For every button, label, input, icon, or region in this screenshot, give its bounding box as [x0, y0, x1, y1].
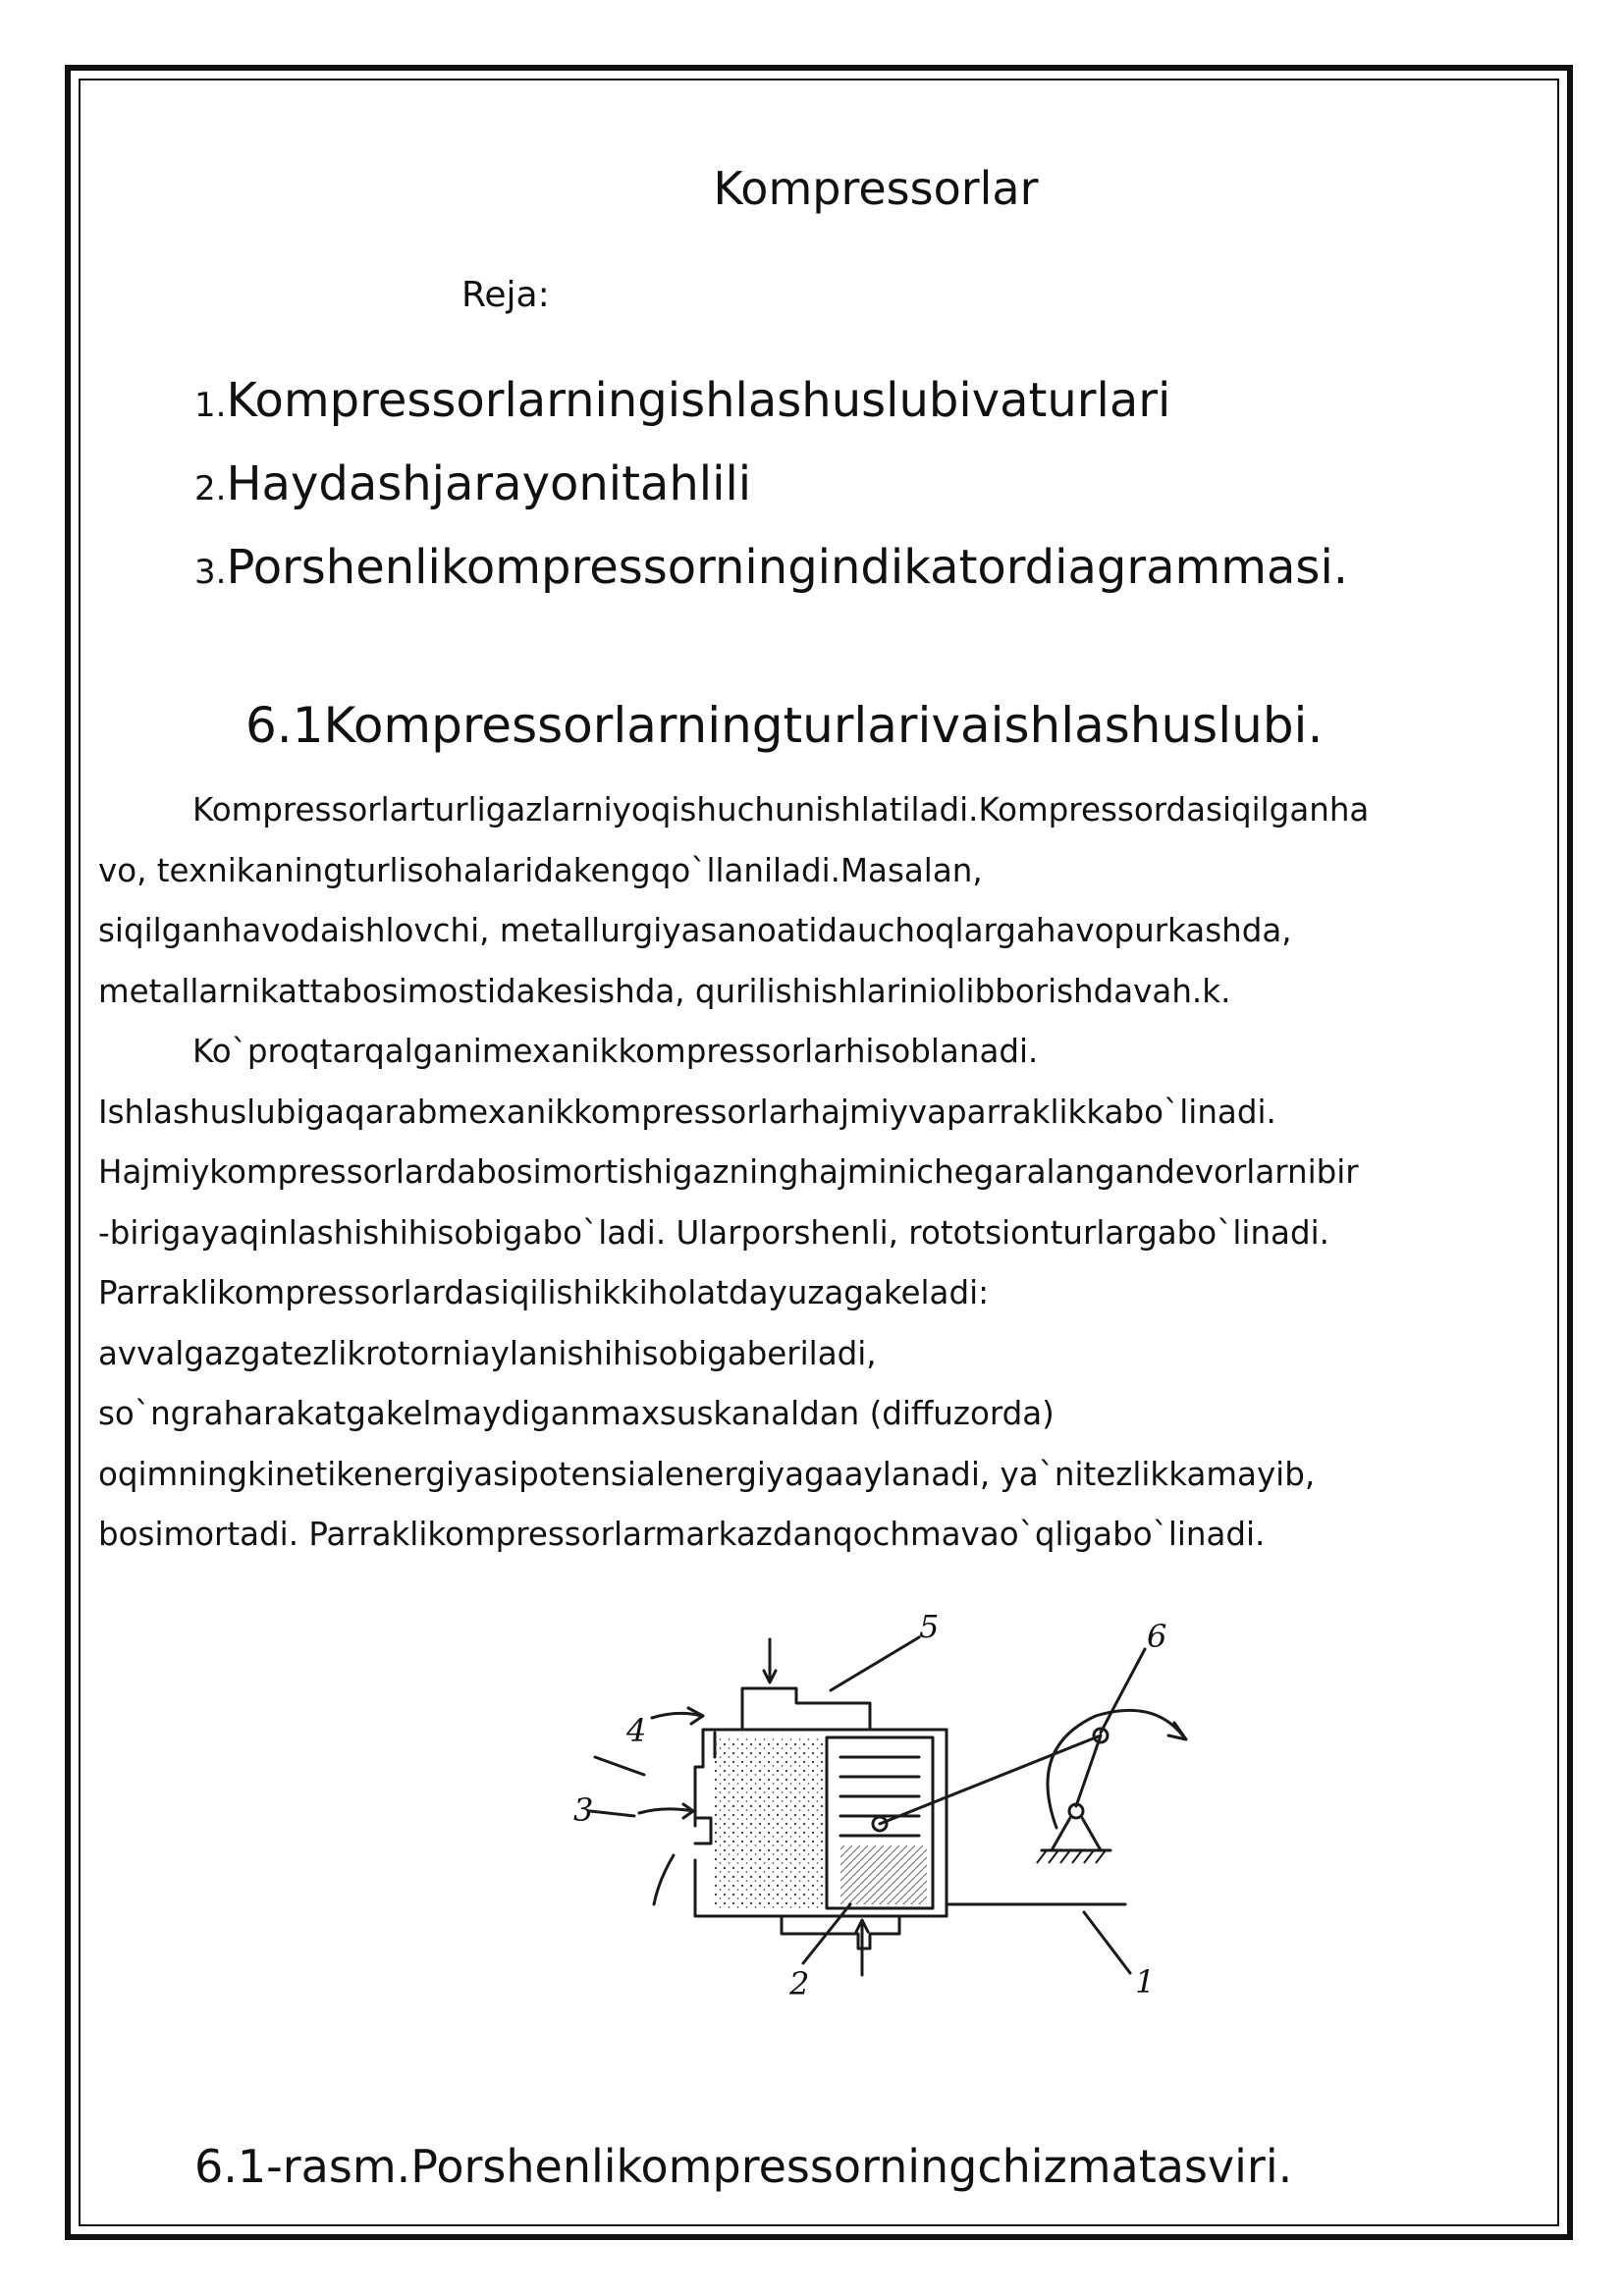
body-line: so`ngraharakatgakelmaydiganmaxsuskanaldan (diffuzorda) [98, 1395, 1055, 1432]
body-line: Ko`proqtarqalganimexanikkompressorlarhisoblanadi. [192, 1033, 1039, 1070]
plan-item-number: 2. [194, 469, 227, 508]
body-line: vo, texnikaningturlisohalaridakengqo`llaniladi.Masalan, [98, 851, 983, 889]
plan-item [194, 373, 1170, 428]
body-paragraph [98, 780, 1542, 1566]
body-line: -birigayaqinlashishihisobigabo`ladi. Ularporshenli, rototsionturlargabo`linadi. [98, 1213, 1329, 1252]
piston-hatch [840, 1845, 927, 1904]
compressor-diagram [546, 1610, 1194, 2022]
plan-item [194, 540, 1348, 595]
body-line: oqimningkinetikenergiyasipotensialenergiyagaaylanadi, ya`nitezlikkamayib, [98, 1455, 1316, 1493]
plan-item-number: 1. [194, 386, 227, 425]
body-line: siqilganhavodaishlovchi, metallurgiyasanoatidauchoqlargahavopurkashda, [98, 912, 1292, 949]
body-line: bosimortadi. Parraklikompressorlarmarkazdanqochmavao`qligabo`linadi. [98, 1516, 1266, 1553]
body-line: metallarnikattabosimostidakesishda, qurilishishlariniolibborishdavah.k. [98, 972, 1231, 1010]
plan-item-text: Porshenlikompressorningindikatordiagrammasi. [226, 540, 1349, 595]
plan-item-number: 3. [194, 553, 227, 592]
plan-item-text: Kompressorlarningishlashuslubivaturlari [226, 373, 1171, 428]
plan-item-text: Haydashjarayonitahlili [226, 456, 752, 511]
plan-item [194, 456, 751, 511]
body-line: Hajmiykompressorlardabosimortishigazninghajminichegaralangandevorlarnibir [98, 1153, 1359, 1191]
figure-label: 4 [626, 1712, 647, 1749]
figure-label: 5 [919, 1610, 940, 1645]
body-line: Parraklikompressorlardasiqilishikkiholatdayuzagakeladi: [98, 1274, 990, 1311]
figure-caption: 6.1-rasm.Porshenlikompressorningchizmatasviri. [194, 2140, 1293, 2193]
gas-volume [715, 1737, 825, 1909]
figure-label: 6 [1147, 1618, 1167, 1655]
figure-label: 2 [789, 1965, 810, 2002]
body-line: avvalgazgatezlikrotorniaylanishihisobigaberiladi, [98, 1334, 877, 1372]
section-heading: 6.1Kompressorlarningturlarivaishlashuslubi. [245, 697, 1324, 754]
body-line: Kompressorlarturligazlarniyoqishuchunishlatiladi.Kompressordasiqilganha [192, 791, 1370, 828]
figure-label: 1 [1135, 1963, 1156, 2001]
document-title: Kompressorlar [713, 162, 1039, 215]
figure-label: 3 [573, 1791, 594, 1829]
plan-heading: Reja: [461, 275, 550, 315]
body-line: Ishlashuslubigaqarabmexanikkompressorlarhajmiyvaparraklikkabo`linadi. [98, 1093, 1276, 1131]
